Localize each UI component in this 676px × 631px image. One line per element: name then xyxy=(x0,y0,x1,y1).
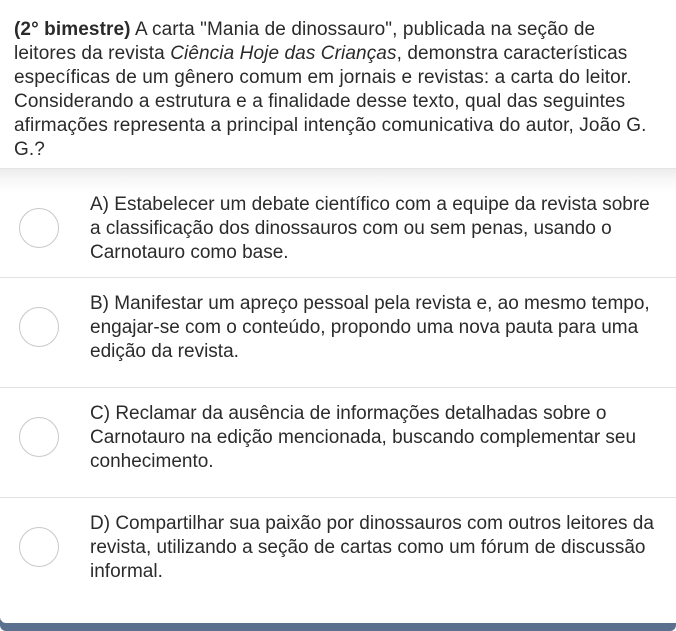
option-a[interactable] xyxy=(0,193,676,277)
radio-button-icon[interactable] xyxy=(19,208,59,248)
radio-button-icon[interactable] xyxy=(19,527,59,567)
option-c-label[interactable]: C) Reclamar da ausência de informações detalhadas sobre o Carnotauro na edição mencionada, buscando complementar seu conhecimento. xyxy=(90,403,637,472)
radio-button-icon[interactable] xyxy=(19,417,59,457)
question-part1: A carta "Mania de dinossauro", publicada na seção de leitores da revista xyxy=(14,19,596,64)
option-a-label[interactable]: A) Estabelecer um debate científico com a equipe da revista sobre a classificação dos dinossauros com ou sem penas, usando o Carnotauro como base. xyxy=(90,194,650,263)
option-c[interactable] xyxy=(0,387,676,497)
answer-options xyxy=(0,193,676,607)
question-prefix: (2° bimestre) xyxy=(14,19,131,40)
magazine-name: Ciência Hoje das Crianças xyxy=(170,43,397,64)
radio-button-icon[interactable] xyxy=(19,307,59,347)
option-b-label[interactable]: B) Manifestar um apreço pessoal pela revista e, ao mesmo tempo, engajar-se com o conteúdo, propondo uma nova pauta para uma edição da revista. xyxy=(90,293,650,362)
question-divider xyxy=(0,168,676,193)
option-d-label[interactable]: D) Compartilhar sua paixão por dinossauros com outros leitores da revista, utilizando a seção de cartas como um fórum de discussão informal. xyxy=(90,513,654,582)
question-text xyxy=(0,0,676,168)
bottom-accent-bar xyxy=(0,623,676,631)
option-d[interactable] xyxy=(0,497,676,607)
option-b[interactable] xyxy=(0,277,676,387)
question-part2: , demonstra características específicas de um gênero comum em jornais e revistas: a carta do leitor. Considerando a estrutura e a finalidade desse texto, qual das seguintes afirmações representa a principal intenção comunicativa do autor, João G. G.? xyxy=(14,43,647,160)
